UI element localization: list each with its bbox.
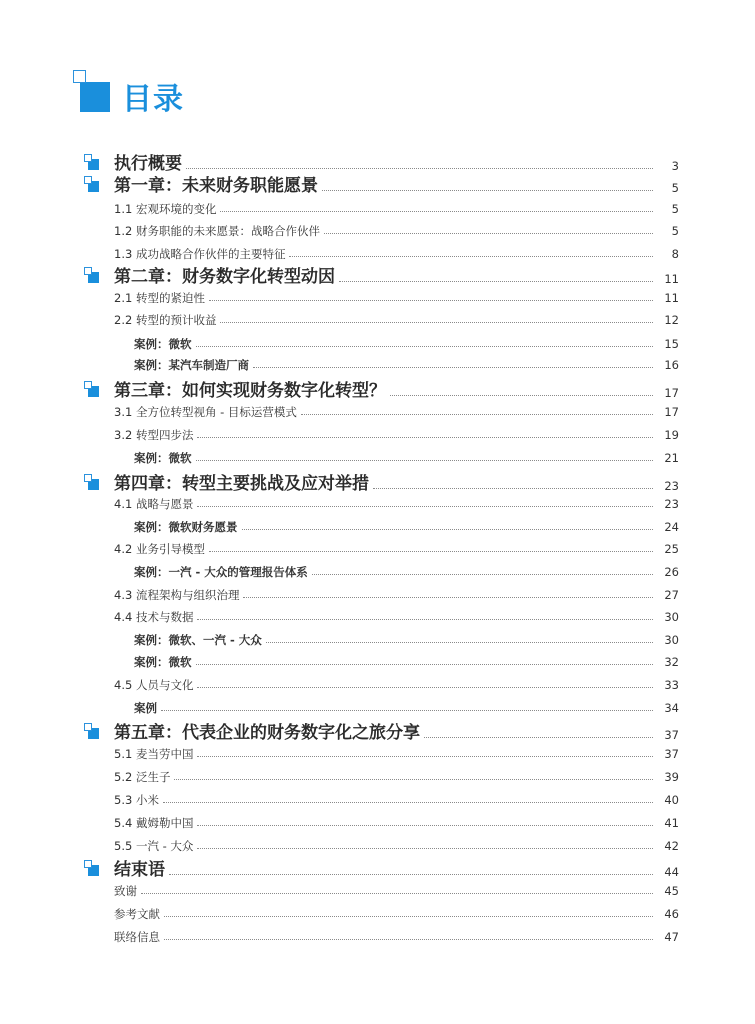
toc-entry-label: 4.3 流程架构与组织治理: [114, 588, 240, 602]
toc-page-number: 11: [664, 272, 679, 286]
toc-entry-label: 5.4 戴姆勒中国: [114, 816, 194, 830]
dot-leader: [253, 366, 653, 368]
toc-entry-label: 联络信息: [114, 930, 160, 944]
toc-page-number: 16: [664, 358, 679, 372]
dot-leader: [197, 505, 653, 507]
dot-leader: [163, 801, 653, 803]
toc-page-number: 8: [671, 247, 679, 261]
toc-entry-label: 5.5 一汽 - 大众: [114, 839, 194, 853]
dot-leader: [339, 280, 653, 282]
toc-entry-level3[interactable]: [0, 698, 755, 716]
toc-page-number: 19: [664, 428, 679, 442]
toc-entry-label: 致谢: [114, 884, 137, 898]
square-bullet-icon: [73, 70, 113, 114]
toc-page-number: 23: [664, 497, 679, 511]
toc-entry-level2[interactable]: [0, 221, 755, 239]
toc-entry-label: 第五章：代表企业的财务数字化之旅分享: [114, 723, 420, 743]
toc-entry-label: 3.1 全方位转型视角 - 目标运营模式: [114, 405, 297, 419]
toc-page-number: 30: [664, 610, 679, 624]
toc-entry-label: 案例：微软、一汽 - 大众: [134, 633, 262, 647]
toc-entry-label: 结束语: [114, 860, 165, 880]
dot-leader: [197, 686, 653, 688]
toc-entry-level2[interactable]: [0, 904, 755, 922]
dot-leader: [220, 210, 653, 212]
toc-entry-level2[interactable]: [0, 425, 755, 443]
toc-page-number: 11: [664, 291, 679, 305]
toc-page-number: 44: [664, 865, 679, 879]
toc-entry-level1[interactable]: [0, 379, 755, 401]
toc-page-number: 17: [664, 386, 679, 400]
square-bullet-icon: [84, 474, 100, 490]
square-bullet-icon: [84, 381, 100, 397]
toc-entry-level2[interactable]: [0, 310, 755, 328]
toc-page-number: 37: [664, 728, 679, 742]
toc-page-number: 41: [664, 816, 679, 830]
toc-page-number: 34: [664, 701, 679, 715]
toc-page-number: 5: [671, 181, 679, 195]
toc-entry-label: 参考文献: [114, 907, 160, 921]
dot-leader: [197, 618, 653, 620]
dot-leader: [141, 892, 653, 894]
dot-leader: [196, 459, 654, 461]
dot-leader: [197, 436, 653, 438]
toc-entry-label: 4.5 人员与文化: [114, 678, 194, 692]
toc-entry-level2[interactable]: [0, 675, 755, 693]
dot-leader: [164, 938, 653, 940]
dot-leader: [243, 596, 653, 598]
dot-leader: [390, 394, 653, 396]
toc-entry-level2[interactable]: [0, 790, 755, 808]
toc-page-number: 32: [664, 655, 679, 669]
toc-page-number: 33: [664, 678, 679, 692]
dot-leader: [169, 873, 653, 875]
toc-entry-label: 案例：一汽 - 大众的管理报告体系: [134, 565, 308, 579]
toc-entry-level2[interactable]: [0, 199, 755, 217]
toc-entry-level2[interactable]: [0, 288, 755, 306]
dot-leader: [174, 778, 653, 780]
square-bullet-icon: [84, 267, 100, 283]
dot-leader: [289, 255, 653, 257]
toc-entry-level3[interactable]: [0, 652, 755, 670]
toc-entry-level2[interactable]: [0, 402, 755, 420]
toc-page-number: 26: [664, 565, 679, 579]
dot-leader: [197, 847, 653, 849]
toc-entry-level2[interactable]: [0, 927, 755, 945]
toc-entry-label: 第三章：如何实现财务数字化转型？: [114, 381, 386, 401]
toc-entry-label: 案例：某汽车制造厂商: [134, 358, 249, 372]
toc-entry-level2[interactable]: [0, 539, 755, 557]
dot-leader: [196, 345, 654, 347]
toc-entry-level2[interactable]: [0, 767, 755, 785]
toc-page-number: 21: [664, 451, 679, 465]
page-title: 目录: [122, 82, 184, 117]
toc-entry-label: 案例：微软: [134, 451, 192, 465]
toc-entry-label: 案例：微软: [134, 655, 192, 669]
square-bullet-icon: [84, 860, 100, 876]
toc-page-number: 46: [664, 907, 679, 921]
toc-entry-level2[interactable]: [0, 585, 755, 603]
toc-page-number: 30: [664, 633, 679, 647]
dot-leader: [373, 487, 653, 489]
dot-leader: [322, 189, 653, 191]
toc-entry-label: 第一章：未来财务职能愿景: [114, 176, 318, 196]
dot-leader: [161, 709, 653, 711]
square-bullet-icon: [84, 154, 100, 170]
dot-leader: [424, 736, 653, 738]
toc-page-number: 39: [664, 770, 679, 784]
toc-page-number: 3: [671, 159, 679, 173]
dot-leader: [209, 299, 653, 301]
toc-page-number: 40: [664, 793, 679, 807]
toc-entry-label: 5.2 泛生子: [114, 770, 171, 784]
toc-entry-label: 1.3 成功战略合作伙伴的主要特征: [114, 247, 286, 261]
toc-entry-label: 2.2 转型的预计收益: [114, 313, 217, 327]
toc-page-number: 42: [664, 839, 679, 853]
dot-leader: [220, 321, 653, 323]
toc-page-number: 27: [664, 588, 679, 602]
toc-entry-level1[interactable]: [0, 265, 755, 287]
toc-page-number: 5: [671, 224, 679, 238]
dot-leader: [164, 915, 653, 917]
toc-entry-level3[interactable]: [0, 334, 755, 352]
toc-entry-label: 4.4 技术与数据: [114, 610, 194, 624]
toc-entry-level2[interactable]: [0, 244, 755, 262]
toc-page-number: 24: [664, 520, 679, 534]
square-bullet-icon: [84, 723, 100, 739]
square-bullet-icon: [84, 176, 100, 192]
toc-entry-level1[interactable]: [0, 721, 755, 743]
toc-entry-label: 执行概要: [114, 154, 182, 174]
toc-page-number: 37: [664, 747, 679, 761]
dot-leader: [242, 528, 654, 530]
toc-entry-level2[interactable]: [0, 881, 755, 899]
toc-entry-level2[interactable]: [0, 813, 755, 831]
toc-entry-label: 4.2 业务引导模型: [114, 542, 205, 556]
toc-entry-label: 5.1 麦当劳中国: [114, 747, 194, 761]
toc-entry-level1[interactable]: [0, 858, 755, 880]
dot-leader: [209, 550, 653, 552]
dot-leader: [196, 663, 654, 665]
toc-entry-level2[interactable]: [0, 607, 755, 625]
toc-entry-level3[interactable]: [0, 355, 755, 373]
dot-leader: [186, 167, 653, 169]
toc-page-number: 12: [664, 313, 679, 327]
toc-entry-level1[interactable]: [0, 472, 755, 494]
dot-leader: [312, 573, 653, 575]
toc-entry-level3[interactable]: [0, 448, 755, 466]
toc-page-number: 47: [664, 930, 679, 944]
toc-page-number: 25: [664, 542, 679, 556]
toc-page-number: 15: [664, 337, 679, 351]
toc-entry-label: 3.2 转型四步法: [114, 428, 194, 442]
toc-entry-label: 4.1 战略与愿景: [114, 497, 194, 511]
toc-entry-level1[interactable]: [0, 174, 755, 196]
toc-entry-level3[interactable]: [0, 517, 755, 535]
toc-entry-label: 案例：微软财务愿景: [134, 520, 238, 534]
toc-entry-label: 1.2 财务职能的未来愿景：战略合作伙伴: [114, 224, 320, 238]
toc-page-number: 5: [671, 202, 679, 216]
toc-entry-level2[interactable]: [0, 494, 755, 512]
dot-leader: [266, 641, 653, 643]
toc-entry-level2[interactable]: [0, 836, 755, 854]
toc-entry-label: 案例: [134, 701, 157, 715]
toc-entry-label: 5.3 小米: [114, 793, 159, 807]
dot-leader: [197, 755, 653, 757]
dot-leader: [301, 413, 653, 415]
toc-entry-label: 1.1 宏观环境的变化: [114, 202, 217, 216]
toc-entry-label: 2.1 转型的紧迫性: [114, 291, 205, 305]
toc-entry-label: 案例：微软: [134, 337, 192, 351]
dot-leader: [197, 824, 653, 826]
toc-page-number: 23: [664, 479, 679, 493]
toc-entry-level3[interactable]: [0, 562, 755, 580]
toc-page-number: 17: [664, 405, 679, 419]
toc-entry-level3[interactable]: [0, 630, 755, 648]
toc-entry-label: 第二章：财务数字化转型动因: [114, 267, 335, 287]
toc-entry-label: 第四章：转型主要挑战及应对举措: [114, 474, 369, 494]
toc-entry-level2[interactable]: [0, 744, 755, 762]
toc-page-number: 45: [664, 884, 679, 898]
dot-leader: [324, 232, 653, 234]
